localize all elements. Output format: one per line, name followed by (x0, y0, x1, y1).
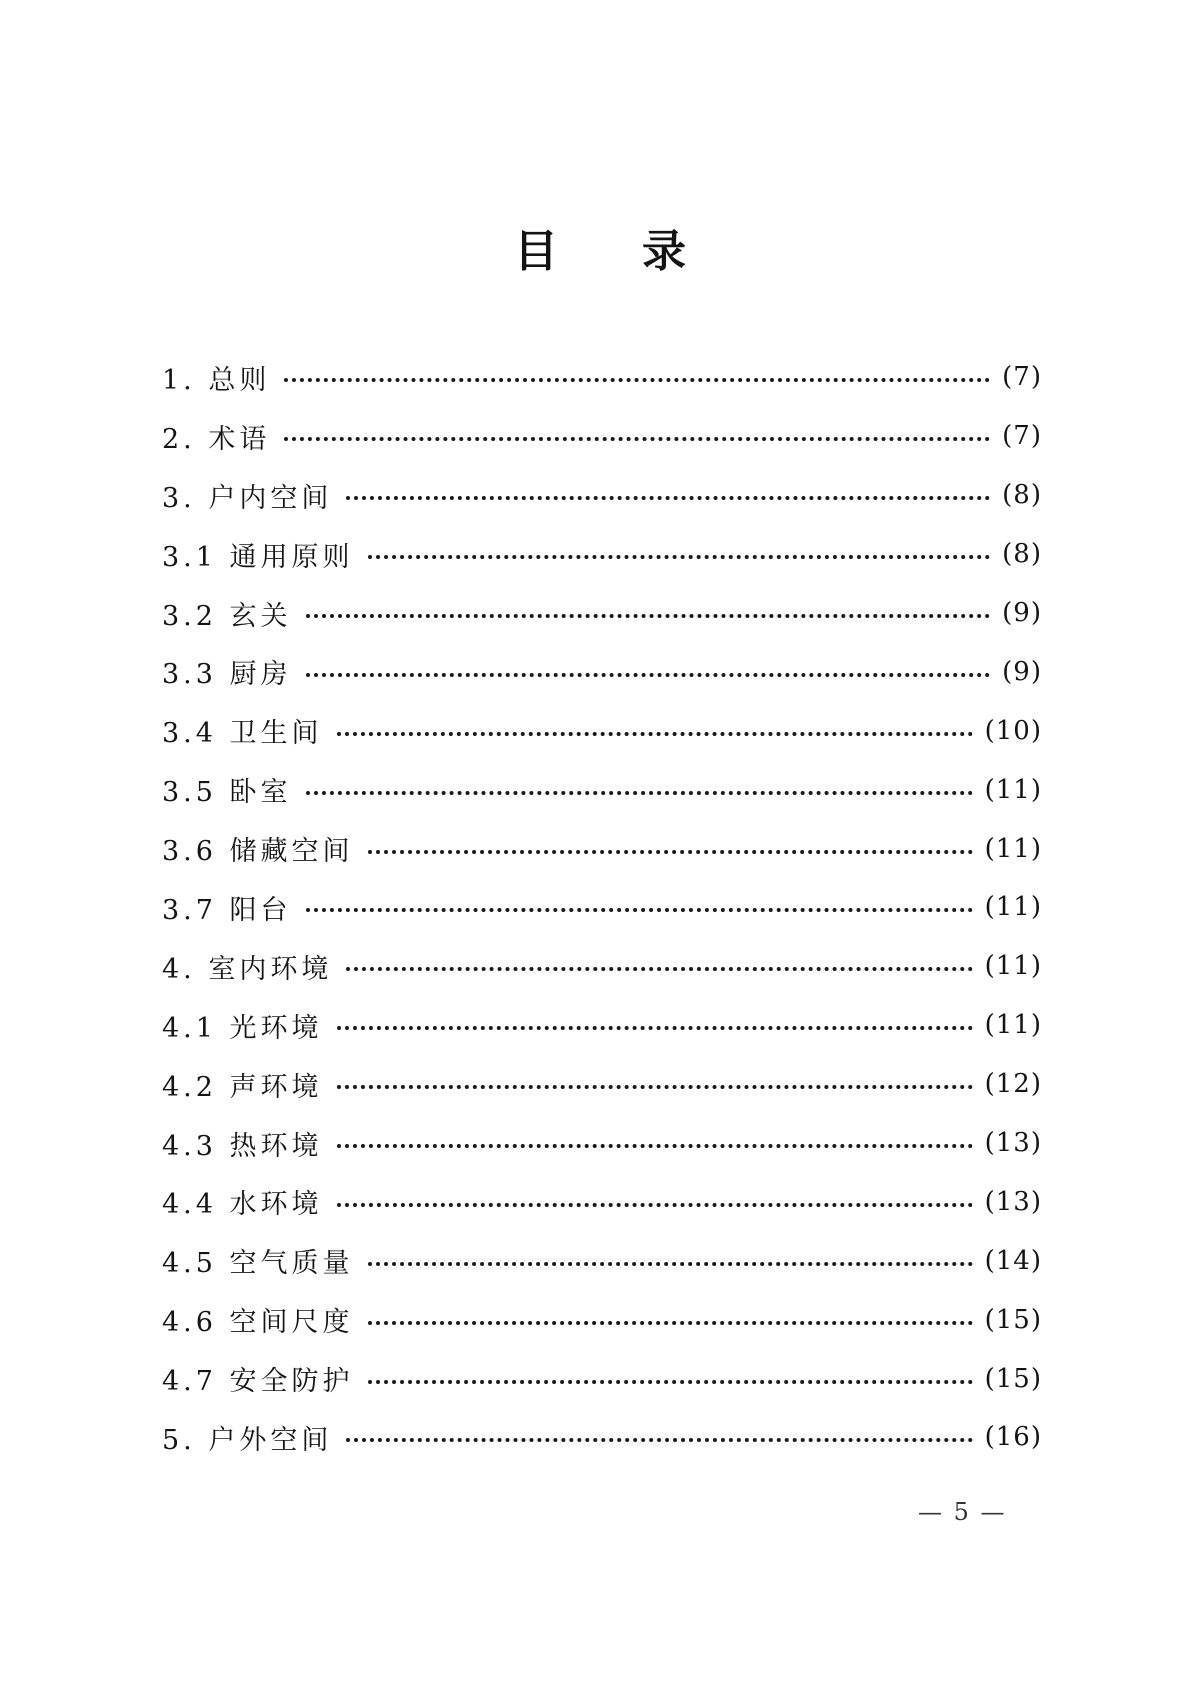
toc-entry-label: 3.6 储藏空间 (162, 836, 354, 868)
page-number: — 5 — (918, 1498, 1007, 1526)
toc-entry-page: (9) (1002, 656, 1042, 687)
toc-entry-label: 3. 户内空间 (162, 482, 333, 514)
toc-entry-page: (14) (984, 1245, 1042, 1276)
toc-entry-page: (9) (1002, 598, 1042, 628)
toc-entry (162, 1231, 1042, 1290)
toc-entry (162, 1114, 1042, 1173)
toc-entry (162, 1408, 1042, 1467)
toc-entry (162, 878, 1042, 937)
leader-dots (306, 614, 991, 618)
toc-entry-label: 3.7 阳台 (162, 894, 292, 926)
toc-entry-label: 4.6 空间尺度 (162, 1307, 354, 1339)
leader-dots (337, 1203, 973, 1207)
leader-dots (306, 908, 973, 912)
toc-entry-page: (10) (984, 715, 1042, 746)
toc-entry-label: 3.1 通用原则 (162, 541, 354, 573)
toc-entry-page: (11) (984, 1010, 1042, 1041)
toc-entry (162, 701, 1042, 760)
toc-entry-page: (13) (984, 1186, 1042, 1217)
leader-dots (368, 1380, 973, 1384)
toc-entry (162, 348, 1042, 407)
toc-entry-page: (11) (984, 951, 1042, 982)
toc-entry-page: (11) (984, 774, 1042, 805)
toc-entry (162, 1055, 1042, 1114)
toc-entry-page: (15) (984, 1363, 1042, 1394)
toc-entry-page: (16) (984, 1422, 1042, 1453)
leader-dots (337, 1144, 973, 1148)
toc-entry-label: 4.3 热环境 (162, 1130, 323, 1162)
leader-dots (306, 673, 991, 677)
toc-entry-label: 4.1 光环境 (162, 1012, 323, 1044)
leader-dots (368, 555, 991, 559)
toc-entry-page: (7) (1002, 362, 1042, 393)
leader-dots (284, 378, 990, 382)
title-char-2: 录 (642, 226, 686, 277)
toc-entry-page: (7) (1002, 421, 1042, 452)
toc-entry (162, 937, 1042, 996)
leader-dots (346, 967, 972, 971)
toc-entry (162, 1349, 1042, 1408)
leader-dots (368, 850, 973, 854)
toc-entry (162, 996, 1042, 1055)
leader-dots (284, 437, 990, 441)
toc-entry-label: 4.5 空气质量 (162, 1248, 354, 1280)
toc-entry-label: 4.2 声环境 (162, 1071, 323, 1103)
toc-entry-page: (12) (984, 1069, 1042, 1100)
toc-entry-page: (11) (984, 892, 1042, 923)
toc-entry-page: (15) (984, 1304, 1042, 1335)
toc-entry (162, 525, 1042, 584)
toc-title (0, 222, 1200, 282)
toc-entry (162, 819, 1042, 878)
toc-entry-label: 3.4 卫生间 (162, 718, 323, 750)
toc-entry-label: 4.7 安全防护 (162, 1366, 354, 1398)
toc-entry-label: 4.4 水环境 (162, 1189, 323, 1221)
toc-entry (162, 642, 1042, 701)
toc-entry (162, 1290, 1042, 1349)
toc-entry (162, 584, 1042, 643)
toc-entry-label: 3.3 厨房 (162, 659, 292, 691)
leader-dots (368, 1321, 973, 1325)
toc-entry-label: 3.2 玄关 (162, 600, 292, 632)
leader-dots (346, 1438, 972, 1442)
toc-entry-label: 3.5 卧室 (162, 777, 292, 809)
leader-dots (368, 1262, 973, 1266)
toc-entry-label: 4. 室内环境 (162, 953, 333, 985)
leader-dots (346, 496, 990, 500)
toc-entry (162, 466, 1042, 525)
leader-dots (337, 1085, 973, 1089)
toc-entry-page: (13) (984, 1128, 1042, 1159)
toc-entry-label: 1. 总则 (162, 364, 271, 396)
toc-entry (162, 760, 1042, 819)
leader-dots (337, 732, 973, 736)
toc-entry-label: 2. 术语 (162, 423, 271, 455)
table-of-contents (162, 348, 1042, 1467)
toc-entry-page: (8) (1002, 480, 1042, 511)
title-char-1: 目 (514, 226, 558, 277)
toc-entry (162, 1172, 1042, 1231)
leader-dots (306, 791, 973, 795)
toc-entry-page: (8) (1002, 539, 1042, 570)
toc-entry-page: (11) (984, 833, 1042, 864)
toc-entry-label: 5. 户外空间 (162, 1424, 333, 1456)
toc-entry (162, 407, 1042, 466)
leader-dots (337, 1026, 973, 1030)
